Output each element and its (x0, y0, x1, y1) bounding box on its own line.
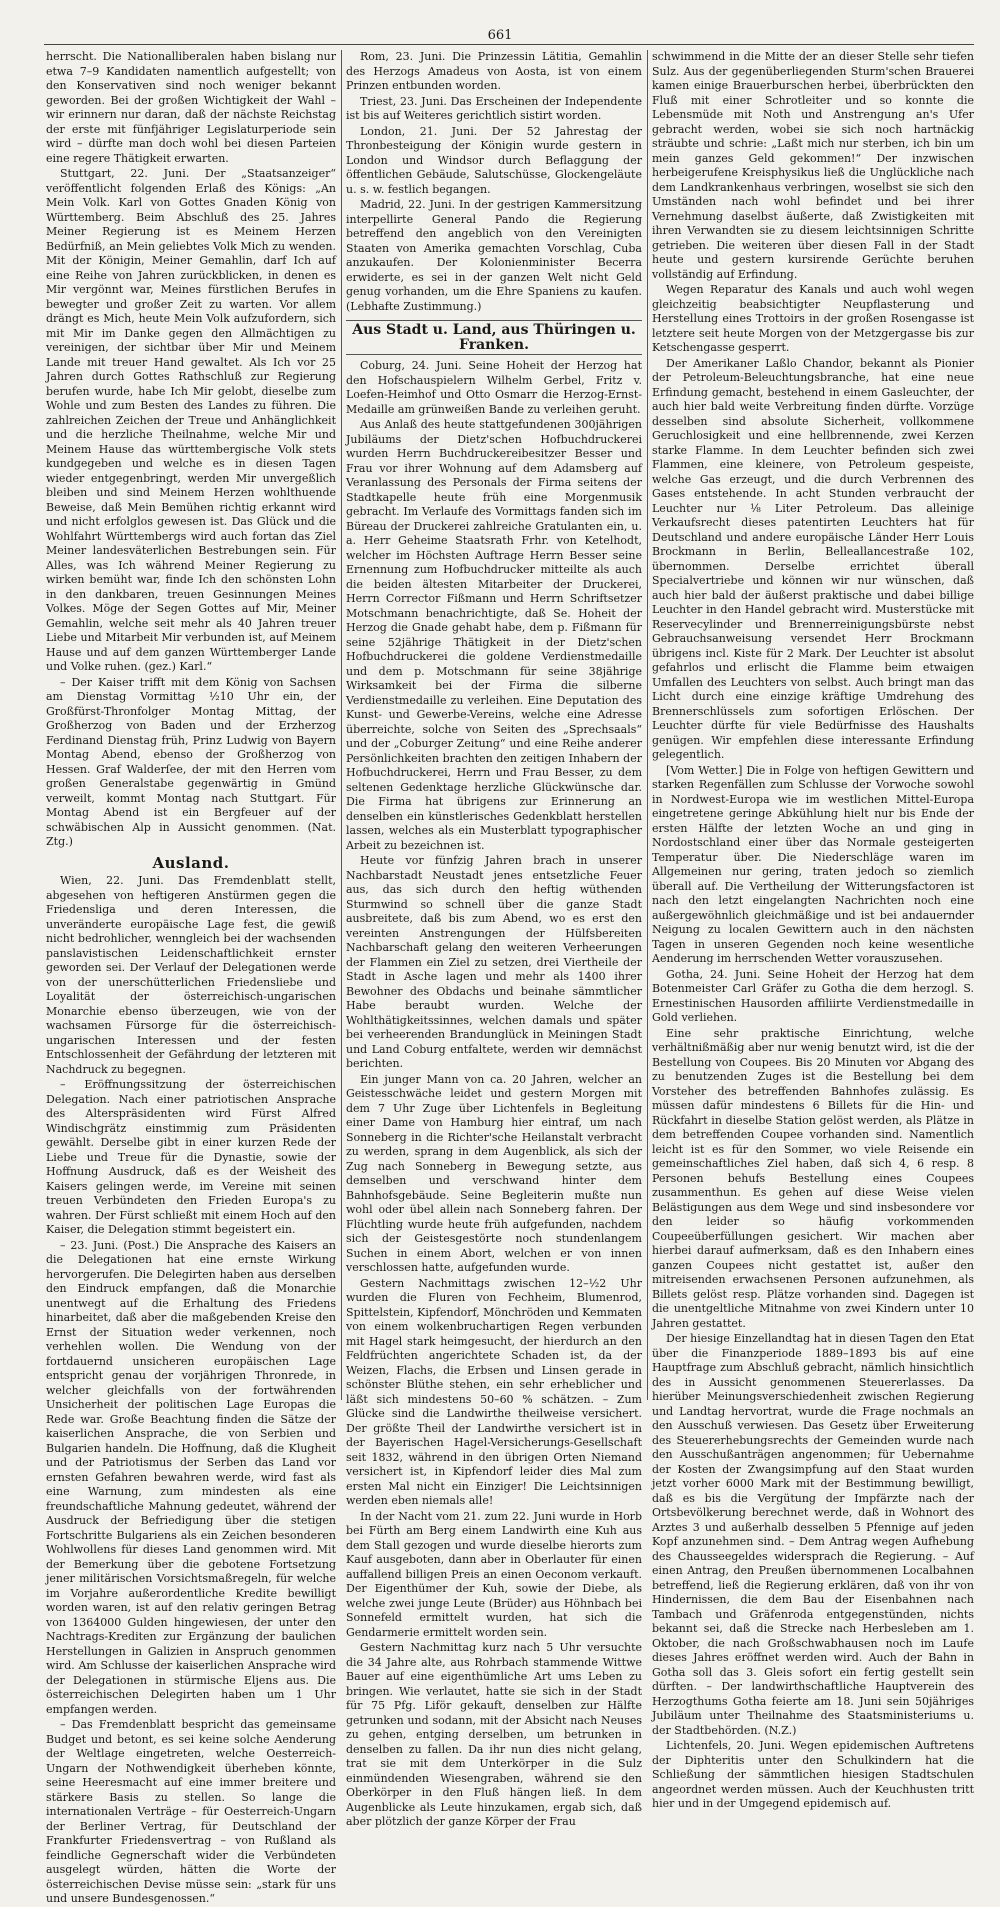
article-london: London, 21. Juni. Der 52 Jahrestag der Thronbesteigung der Königin wurde gestern in London und Windsor durch Beflaggung der öffentlichen Gebäude, Salutschüsse, Glockengeläute u. s. w. festlich begangen. (346, 124, 642, 196)
article-stuttgart: Stuttgart, 22. Juni. Der „Staatsanzeiger“ veröffentlicht folgenden Erlaß des Königs: „An Mein Volk. Karl von Gottes Gnaden König von Württemberg. Beim Abschluß des 25. Jahres Meiner Regierung ist es Meinem Herzen Bedürfniß, an Mein geliebtes Volk Mich zu wenden. Mit der Königin, Meiner Gemahlin, darf Ich auf eine Reihe von Jahren zurückblicken, in denen es Mir vergönnt war, Meines fürstlichen Berufes in bewegter und großer Zeit zu warten. Vor allem drängt es Mich, heute Mein Volk aufzufordern, sich mit Mir im Danke gegen den Allmächtigen zu vereinigen, der sichtbar über Mir und Meinem Lande mit treuer Hand gewaltet. Als Ich vor 25 Jahren durch Gottes Rathschluß zur Regierung berufen wurde, habe Ich Mir gelobt, dieselbe zum Wohle und zum Besten des Landes zu führen. Die zahlreichen Zeichen der Treue und Anhänglichkeit und die herzliche Theilnahme, welche Mir und Meinem Hause das württembergische Volk stets kundgegeben und welche es in diesen Tagen wieder entgegenbringt, werden Mir unvergeßlich bleiben und sind Meinem Herzen wohlthuende Beweise, daß Mein Bemühen richtig erkannt wird und nicht erfolglos gewesen ist. Das Glück und die Wohlfahrt Württembergs wird auch fortan das Ziel Meiner landesväterlichen Bestrebungen sein. Für Alles, was Ich während Meiner Regierung zu wirken bemüht war, finde Ich den schönsten Lohn in den dankbaren, treuen Gesinnungen Meines Volkes. Möge der Segen Gottes auf Mir, Meiner Gemahlin, welche seit mehr als 40 Jahren treuer Liebe und Mitarbeit Mir verbunden ist, auf Meinem Hause und auf dem ganzen Württemberger Lande und Volke ruhen. (gez.) Karl.“ (46, 167, 336, 673)
article-paragraph: Aus Anlaß des heute stattgefundenen 300jährigen Jubiläums der Dietz'schen Hofbuchdruckerei wurden Herrn Buchdruckereibesitzer Besser und Frau vor ihrer Wohnung auf dem Adamsberg auf Veranlassung des Personals der Firma seitens der Stadtkapelle heute früh eine Morgenmusik gebracht. Im Verlaufe des Vormittags fanden sich im Büreau der Druckerei zahlreiche Gratulanten ein, u. a. Herr Geheime Staatsrath Frhr. von Ketelhodt, welcher im Höchsten Auftrage Herrn Besser seine Ernennung zum Hofbuchdrucker mitteilte als auch die beiden ältesten Mitarbeiter der Druckerei, Herrn Corrector Fißmann und Herrn Schriftsetzer Motschmann benachrichtigte, daß Se. Hoheit der Herzog die Gnade gehabt habe, dem p. Fißmann für seine 52jährige Thätigkeit in der Dietz'schen Hofbuchdruckerei die goldene Verdienstmedaille und dem p. Motschmann für seine 38jährige Wirksamkeit bei der Firma die silberne Verdienstmedaille zu verleihen. Eine Deputation des Kunst- und Gewerbe-Vereins, welche eine Adresse überreichte, solche von Seiten des „Sprechsaals“ und der „Coburger Zeitung“ und eine Reihe anderer Persönlichkeiten brachten den zeitigen Inhabern der Hofbuchdruckerei, Herrn und Frau Besser, zu dem seltenen Gedenktage herzliche Glückwünsche dar. Die Firma hat übrigens zur Erinnerung an denselben ein künstlerisches Gedenkblatt herstellen lassen, welches als ein Musterblatt typographischer Arbeit zu bezeichnen ist. (346, 418, 642, 852)
article-rom: Rom, 23. Juni. Die Prinzessin Lätitia, Gemahlin des Herzogs Amadeus von Aosta, ist von einem Prinzen entbunden worden. (346, 50, 642, 92)
article-paragraph: herrscht. Die Nationalliberalen haben bislang nur etwa 7–9 Kandidaten namentlich aufgestellt; von den Konservativen sind noch weniger bekannt geworden. Bei der großen Wichtigkeit der Wahl – wir erinnern nur daran, daß der nächste Reichstag der erste mit fünfjähriger Legislaturperiode sein wird – dürfte man doch wohl bei diesen Parteien eine regere Thätigkeit erwarten. (46, 50, 336, 165)
article-weather: [Vom Wetter.] Die in Folge von heftigen Gewittern und starken Regenfällen zum Schlusse der Vorwoche sowohl in Nordwest-Europa wie im westlichen Mittel-Europa eingetretene geringe Abkühlung hielt nur bis Ende der ersten Hälfte der letzten Woche an und ging in Nordostschland einer über das Normale gesteigerten Temperatur über. Die Niederschläge waren im Allgemeinen nur gering, traten jedoch so ziemlich überall auf. Die Vertheilung der Witterungsfactoren ist nach den letzt eingelangten Nachrichten noch eine außergewöhnlich gleichmäßige und ist bei andauernder Neigung zu localen Gewittern auch in den nächsten Tagen in unseren Gegenden noch keine wesentliche Aenderung im herrschenden Wetter vorauszusehen. (652, 763, 974, 965)
article-coburg: Coburg, 24. Juni. Seine Hoheit der Herzog hat den Hofschauspielern Wilhelm Gerbel, Fritz v. Loefen-Heimhof und Otto Osmarr die Herzog-Ernst-Medaille am grünweißen Bande zu verleihen geruht. (346, 359, 642, 416)
article-paragraph: schwimmend in die Mitte der an dieser Stelle sehr tiefen Sulz. Aus der gegenüberliegenden Sturm'schen Brauerei kamen einige Brauerburschen herbei, überbrückten den Fluß mit einer Schrotleiter und so konnte die Lebensmüde mit Noth und Anstrengung an's Ufer gebracht werden, wobei sie sich noch hartnäckig sträubte und schrie: „Laßt mich nur sterben, ich bin um mein ganzes Geld gekommen!“ Der inzwischen herbeigerufene Kreisphysikus ließ die Unglückliche nach dem Landkrankenhaus verbringen, woselbst sie sich den Umständen nach wohl befindet und bei ihrer Vernehmung daselbst äußerte, daß Zwistigkeiten mit ihren Verwandten sie zu diesem leichtsinnigen Schritte getrieben. Die weiteren über diesen Fall in der Stadt heute und gestern kursirende Gerüchte beruhen vollständig auf Erfindung. (652, 50, 974, 281)
article-triest: Triest, 23. Juni. Das Erscheinen der Independente ist bis auf Weiteres gerichtlich sistirt worden. (346, 94, 642, 122)
article-paragraph: – 23. Juni. (Post.) Die Ansprache des Kaisers an die Delegationen hat eine ernste Wirkung hervorgerufen. Die Delegirten haben aus derselben den Eindruck empfangen, daß die Monarchie unentwegt auf die Erhaltung des Friedens hinarbeitet, daß aber die maßgebenden Kreise den Ernst der Situation weder verkennen, noch verhehlen wollen. Die Wendung von der fortdauernd unsicheren europäischen Lage entspricht genau der vorjährigen Thronrede, in welcher gleichfalls von der fortwährenden Unsicherheit der politischen Lage Europas die Rede war. Große Beachtung finden die Sätze der kaiserlichen Ansprache, die von Serbien und Bulgarien handeln. Die Hoffnung, daß die Klugheit und der Patriotismus der Serben das Land vor ernsten Gefahren bewahren werde, wird fast als eine Warnung, zum mindesten als eine freundschaftliche Mahnung gedeutet, während der Ausdruck der Befriedigung über die stetigen Fortschritte Bulgariens als ein Zeichen besonderen Wohlwollens für dieses Land genommen wird. Mit der Bemerkung über die gebotene Fortsetzung jener militärischen Vorsichtsmaßregeln, für welche im Vorjahre außerordentliche Kredite bewilligt worden waren, ist auf den relativ geringen Betrag von 1364000 Gulden hingewiesen, der unter den Nachtrags-Krediten zur Ergänzung der baulichen Herstellungen in Galizien in Anspruch genommen wird. Am Schlusse der kaiserlichen Ansprache wird der Delegationen in stürmische Eljens aus. Die österreichischen Delegirten haben um 1 Uhr empfangen werden. (46, 1238, 336, 1716)
article-paragraph: Ein junger Mann von ca. 20 Jahren, welcher an Geistesschwäche leidet und gestern Morgen mit dem 7 Uhr Zuge über Lichtenfels in Begleitung einer Dame von Hamburg hier eintraf, um nach Sonneberg in die Richter'sche Heilanstalt verbracht zu werden, sprang in dem Augenblick, als sich der Zug nach Sonneberg in Bewegung setzte, aus demselben und verschwand hinter dem Bahnhofsgebäude. Seine Begleiterin mußte nun wohl oder übel allein nach Sonneberg fahren. Der Flüchtling wurde heute früh aufgefunden, nachdem sich der Geistesgestörte noch stundenlangem Suchen in einem Abort, welchen er von innen verschlossen hatte, aufgefunden wurde. (346, 1072, 642, 1274)
column-1 (46, 50, 336, 1905)
article-paragraph: Der Amerikaner Laßlo Chandor, bekannt als Pionier der Petroleum-Beleuchtungsbranche, hat eine neue Erfindung gemacht, bestehend in einem Gasleuchter, der auch hier bald weite Verbreitung finden dürfte. Vorzüge desselben sind absolute Sicherheit, vollkommene Geruchlosigkeit und eine hellbrennende, zwei Kerzen starke Flamme. In dem Leuchter befinden sich zwei Flammen, eine kleinere, von Petroleum gespeiste, welche Gas erzeugt, und die durch Verbrennen des Gases entstehende. In acht Stunden verbraucht der Leuchter nur ⅛ Liter Petroleum. Das alleinige Verkaufsrecht dieses patentirten Leuchters hat für Deutschland und andere europäische Länder Herr Louis Brockmann in Berlin, Belleallancestraße 102, übernommen. Derselbe errichtet überall Specialvertriebe und können wir nur wünschen, daß auch hier bald der äußerst praktische und dabei billige Leuchter in den Handel gebracht wird. Musterstücke mit Reservecylinder und Brennerreinigungsbürste nebst Gebrauchsanweisung versendet Herr Brockmann übrigens incl. Kiste für 2 Mark. Der Leuchter ist absolut gefahrlos und erlischt die Flamme beim etwaigen Umfallen des Leuchters von selbst. Auch bringt man das Licht durch eine einzige kräftige Umdrehung des Brennerschlüssels zum sofortigen Erlöschen. Der Leuchter dürfte für viele Bedürfnisse des Haushalts genügen. Wir empfehlen diese interessante Erfindung gelegentlich. (652, 356, 974, 761)
section-heading-ausland: Ausland. (152, 853, 230, 872)
column-3 (652, 50, 974, 1810)
article-paragraph: Gestern Nachmittag kurz nach 5 Uhr versuchte die 34 Jahre alte, aus Rohrbach stammende Wittwe Bauer auf eine eigenthümliche Art ums Leben zu bringen. Wie verlautet, hatte sie sich in der Stadt für 75 Pfg. Liför gekauft, denselben zur Hälfte getrunken und sodann, mit der Absicht nach Neuses zu gehen, entging derselben, um betrunken in denselben zu fallen. Da ihr nun dies nicht gelang, trat sie mit dem Unterkörper in die Sulz einmündenden Wiesengraben, während sie den Oberkörper in den Fluß hängen ließ. In dem Augenblicke als Leute hinzukamen, ergab sich, daß aber plötzlich der ganze Körper der Frau (346, 1641, 642, 1828)
article-paragraph: – Das Fremdenblatt bespricht das gemeinsame Budget und betont, es sei keine solche Aenderung der Weltlage eingetreten, welche Oesterreich-Ungarn der Nothwendigkeit überheben könnte, seine Heeresmacht auf eine immer breitere und stärkere Basis zu stellen. So lange die internationalen Verträge – für Oesterreich-Ungarn der Berliner Vertrag, für Deutschland der Frankfurter Friedensvertrag – von Rußland als feindliche Gegnerschaft wider die Verbündeten ausgelegt würden, hätten die Worte der österreichischen Devise müsse sein: „stark für uns und unsere Bundesgenossen.“ (46, 1718, 336, 1905)
article-wien: Wien, 22. Juni. Das Fremdenblatt stellt, abgesehen von heftigeren Anstürmen gegen die Friedensliga und deren Interessen, die unveränderte europäische Lage fest, die gewiß nicht bedrohlicher, wenngleich bei der wachsenden panslavistischen Leidenschaftlichkeit ernster geworden sei. Der Verlauf der Delegationen werde von der unerschütterlichen Friedensliebe und Loyalität der österreichisch-ungarischen Monarchie ebenso überzeugen, wie von der wachsamen Fürsorge für die österreichisch-ungarischen Interessen und der festen Entschlossenheit der Gefährdung der letzteren mit Nachdruck zu begegnen. (46, 874, 336, 1076)
article-paragraph: In der Nacht vom 21. zum 22. Juni wurde in Horb bei Fürth am Berg einem Landwirth eine Kuh aus dem Stall gezogen und wurde dieselbe hierorts zum Kauf ausgeboten, dann aber in Oberlauter für einen auffallend billigen Preis an einen Oeconom verkauft. Der Eigenthümer der Kuh, sowie der Diebe, als welche zwei junge Leute (Brüder) aus Höhnbach bei Sonnefeld ermittelt wurden, hat sich die Gendarmerie ermittelt worden sein. (346, 1509, 642, 1639)
top-rule (44, 44, 974, 45)
column-divider (341, 50, 342, 1400)
article-paragraph: Gestern Nachmittags zwischen 12–½2 Uhr wurden die Fluren von Fechheim, Blumenrod, Spittelstein, Kipfendorf, Mönchröden und Kemmaten von einem wolkenbruchartigen Regen verbunden mit Hagel stark heimgesucht, der hierdurch an den Feldfrüchten angerichtete Schaden ist, da der Weizen, Flachs, die Erbsen und Linsen gerade in schönster Blüthe stehen, ein sehr erheblicher und läßt sich mindestens 50–60 % schätzen. – Zum Glücke sind die Landwirthe theilweise versichert. Der größte Theil der Landwirthe versichert ist in der Bayerischen Hagel-Versicherungs-Gesellschaft seit 1832, während in den übrigen Orten Niemand versichert ist, in Kipfendorf leider dies Mal zum ersten Mal nicht ein Einziger! Die Leichtsinnigen werden eben niemals alle! (346, 1276, 642, 1507)
section-heading-local: Aus Stadt u. Land, aus Thüringen u. Franken. (346, 320, 642, 355)
article-gotha: Gotha, 24. Juni. Seine Hoheit der Herzog hat dem Botenmeister Carl Gräfer zu Gotha die dem herzogl. S. Ernestinischen Hausorden affiliirte Verdienstmedaille in Gold verliehen. (652, 967, 974, 1024)
article-madrid: Madrid, 22. Juni. In der gestrigen Kammersitzung interpellirte General Pando die Regierung betreffend den angeblich von den Vereinigten Staaten von Amerika gemachten Vorschlag, Cuba anzukaufen. Der Kolonienminister Becerra erwiderte, es sei in der ganzen Welt nicht Geld genug vorhanden, um die Ehre Spaniens zu kaufen. (Lebhafte Zustimmung.) (346, 198, 642, 313)
article-paragraph: Der hiesige Einzellandtag hat in diesen Tagen den Etat über die Finanzperiode 1889–1893 bis auf eine Hauptfrage zum Abschluß gebracht, nämlich hinsichtlich des in Aussicht genommenen Steuererlasses. Da hierüber Meinungsverschiedenheit zwischen Regierung und Landtag hervortrat, wurde die Frage nochmals an den Ausschuß verwiesen. Das Gesetz über Erweiterung des Steuererhebungsrechts der Gemeinden wurde nach den Ausschußanträgen angenommen; für Uebernahme der Kosten der Zwangsimpfung auf den Staat wurden jetzt vorher 6000 Mark mit der Bestimmung bewilligt, daß es bis die Vergütung der Impfärzte nach der Ortsbevölkerung berechnet werde, daß in Wohnort des Arztes 3 und außerhalb desselben 5 Pfennige auf jeden Kopf anzunehmen sind. – Dem Antrag wegen Aufhebung des Chausseegeldes widersprach die Regierung. – Auf einen Antrag, den Preußen übernommenen Localbahnen betreffend, ließ die Regierung erklären, daß von ihr von Hindernissen, die dem Bau der Eisenbahnen nach Tambach und Gräfenroda entgegenstünden, nichts bekannt sei, daß die Strecke nach Herbesleben am 1. Oktober, die nach Großschwabhausen noch im Laufe dieses Jahres eröffnet werden wird. Auch der Bahn in Gotha soll das 3. Gleis sofort ein fertig gestellt sein dürften. – Der landwirthschaftliche Hauptverein des Herzogthums Gotha feierte am 18. Juni sein 50jähriges Jubiläum unter Theilnahme des Staatsministeriums u. der Stadtbehörden. (N.Z.) (652, 1332, 974, 1737)
column-2 (346, 50, 642, 1828)
article-paragraph: Wegen Reparatur des Kanals und auch wohl wegen gleichzeitig beabsichtigter Neupflasterung und Herstellung eines Trottoirs in der großen Rosengasse ist letztere seit heute Morgen von der Metzgergasse bis zur Ketschengasse gesperrt. (652, 283, 974, 354)
page-number: 661 (487, 28, 513, 43)
article-lichtenfels: Lichtenfels, 20. Juni. Wegen epidemischen Auftretens der Diphteritis unter den Schulkindern hat die Schließung der sämmtlichen hiesigen Stadtschulen angeordnet werden müssen. Auch der Keuchhusten tritt hier und in der Umgegend epidemisch auf. (652, 1739, 974, 1810)
column-divider (647, 50, 648, 1400)
article-paragraph: Eine sehr praktische Einrichtung, welche verhältnißmäßig aber nur wenig benutzt wird, ist die der Bestellung von Coupees. Bis 20 Minuten vor Abgang des zu benutzenden Zuges ist die Bestellung bei dem Vorsteher des betreffenden Bahnhofes zulässig. Es müssen dafür mindestens 6 Billets für die Hin- und Rückfahrt in dieselbe Station gelöst werden, als Plätze in dem betreffenden Coupee vorhanden sind. Namentlich leicht ist es für den Sommer, wo viele Reisende ein gemeinschaftliches Ziel haben, daß sich 4, 6 resp. 8 Personen behufs Bestellung eines Coupees zusammenthun. Es gehen auf diese Weise vielen Belästigungen aus dem Wege und sind insbesondere vor den leider so häufig vorkommenden Coupeeüberfüllungen gesichert. Wir machen aber hierbei darauf aufmerksam, daß es den Inhabern eines ganzen Coupees nicht gestattet ist, außer den mitreisenden erwachsenen Personen aufzunehmen, als Billets gelöst resp. Plätze vorhanden sind. Dagegen ist die unentgeltliche Mitnahme von zwei Kindern unter 10 Jahren gestattet. (652, 1026, 974, 1330)
article-paragraph: Heute vor fünfzig Jahren brach in unserer Nachbarstadt Neustadt jenes entsetzliche Feuer aus, das sich durch den heftig wüthenden Sturmwind so schnell über die ganze Stadt ausbreitete, daß bis zum Abend, wo es erst den vereinten Anstrengungen der Hülfsbereiten Nachbarschaft gelang den weiteren Verheerungen der Flammen ein Ziel zu setzen, drei Viertheile der Stadt in Asche lagen und mehr als 1400 ihrer Bewohner des Obdachs und beinahe sämmtlicher Habe beraubt wurden. Welche der Wohlthätigkeitssinnes, welchen damals und später bei verheerenden Brandunglück in Meiningen Stadt und Land Coburg entfaltete, werden wir demnächst berichten. (346, 854, 642, 1070)
article-paragraph: – Der Kaiser trifft mit dem König von Sachsen am Dienstag Vormittag ½10 Uhr ein, der Großfürst-Thronfolger Montag Mittag, der Großherzog von Baden und der Erzherzog Ferdinand Dienstag früh, Prinz Ludwig von Bayern Montag Abend, ebenso der Großherzog von Hessen. Graf Walderſee, der mit den Herren vom großen Generalstabe gegenwärtig in Gmünd verweilt, kommt Montag nach Stuttgart. Für Montag Abend ist ein Bergfeuer auf der schwäbischen Alp in Aussicht genommen. (Nat. Ztg.) (46, 675, 336, 848)
article-paragraph: – Eröffnungssitzung der österreichischen Delegation. Nach einer patriotischen Ansprache des Alterspräsidenten wird Fürst Alfred Windischgrätz einstimmig zum Präsidenten gewählt. Derselbe gibt in einer kurzen Rede der Liebe und Treue für die Dynastie, sowie der Hoffnung Ausdruck, daß es der Weisheit des Kaisers gelingen werde, im Vereine mit seinen treuen Verbündeten den Frieden Europa's zu wahren. Der Fürst schließt mit einem Hoch auf den Kaiser, die Delegation stimmt begeistert ein. (46, 1078, 336, 1236)
